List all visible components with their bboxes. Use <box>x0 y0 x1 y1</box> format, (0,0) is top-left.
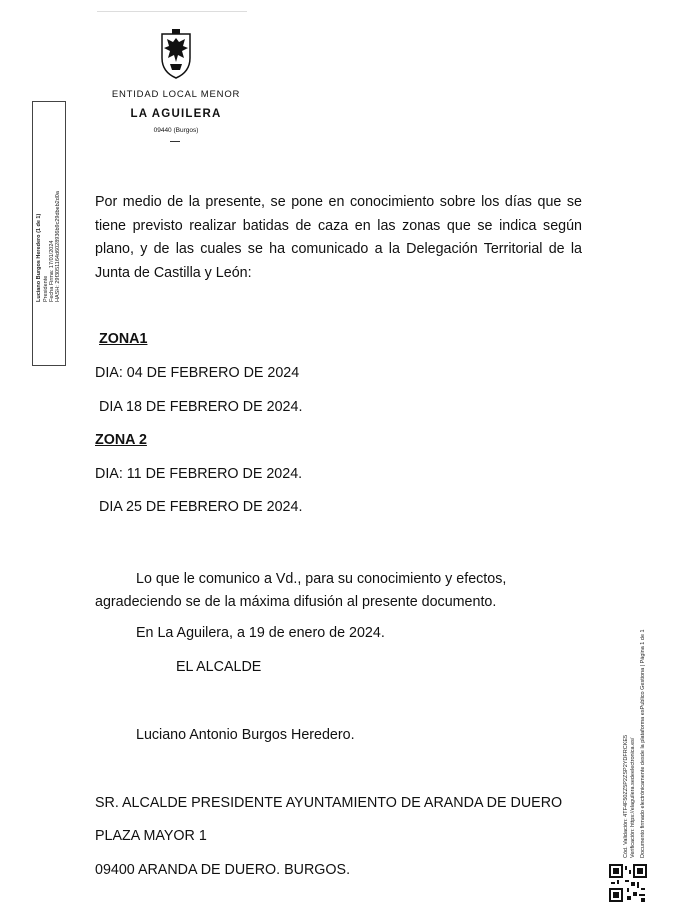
postal-code: 09440 (Burgos) <box>153 127 199 134</box>
place-date: En La Aguilera, a 19 de enero de 2024. <box>136 625 385 641</box>
recipient-line-3: 09400 ARANDA DE DUERO. BURGOS. <box>95 862 351 878</box>
top-rule <box>97 11 247 12</box>
verification-note: Documento firmado electrónicamente desde la plataforma esPublico Gestiona | Página 1 de 1 <box>640 629 646 858</box>
entity-name: ENTIDAD LOCAL MENOR <box>111 89 241 100</box>
stamp-line-4: HASH: 29f3051164d6028936b9c29dbeb2d0a <box>55 191 61 302</box>
header-dash <box>170 141 180 142</box>
zone-1-date-1: DIA: 04 DE FEBRERO DE 2024 <box>95 365 300 381</box>
zone-1-date-2: DIA 18 DE FEBRERO DE 2024. <box>99 399 303 415</box>
coat-of-arms-icon <box>158 28 194 80</box>
zone-2-date-1: DIA: 11 DE FEBRERO DE 2024. <box>95 466 303 482</box>
signer-name: Luciano Antonio Burgos Heredero. <box>136 727 355 743</box>
zone-1-title: ZONA1 <box>99 331 148 347</box>
zone-2-title: ZONA 2 <box>95 432 147 448</box>
closing-paragraph: Lo que le comunico a Vd., para su conocimiento y efectos, agradeciendo se de la máxima difusión al presente documento. <box>95 571 507 610</box>
town-name: LA AGUILERA <box>130 108 222 120</box>
zone-2-date-2: DIA 25 DE FEBRERO DE 2024. <box>99 499 303 515</box>
signature-stamp <box>32 101 66 366</box>
verification-code: Cód. Validación: 4TF4F50ZZ5P2ZSP2YDFRCKE5 <box>623 734 629 858</box>
intro-paragraph: Por medio de la presente, se pone en conocimiento sobre los días que se tiene previsto realizar batidas de caza en las zonas que se indica según plano, y de las cuales se ha comunicado a la Delegación Territorial de la Junta de Castilla y León: <box>95 194 582 281</box>
stamp-line-1: Luciano Burgos Heredero (1 de 1) <box>36 213 42 302</box>
verification-url: Verificación: https://elaguilera.sedeelectronica.es/ <box>630 737 636 858</box>
qr-code-icon <box>609 864 647 902</box>
stamp-line-2: Presidente <box>43 275 49 302</box>
recipient-line-1: SR. ALCALDE PRESIDENTE AYUNTAMIENTO DE ARANDA DE DUERO <box>95 795 563 811</box>
recipient-line-2: PLAZA MAYOR 1 <box>95 828 207 844</box>
stamp-line-3: Fecha Firma: 17/01/2024 <box>49 240 55 302</box>
signer-title: EL ALCALDE <box>176 659 262 675</box>
